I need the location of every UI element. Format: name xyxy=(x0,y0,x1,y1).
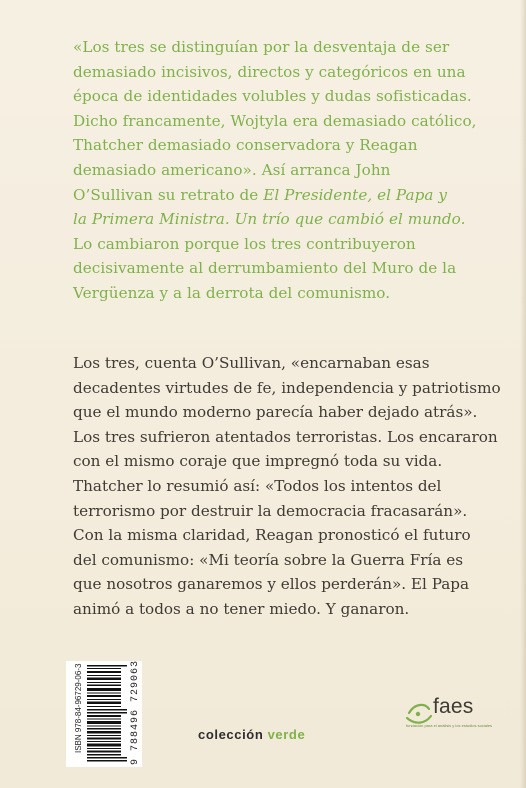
synopsis-line: del comunismo: «Mi teoría sobre la Guerra Fría es xyxy=(73,550,464,569)
quote-line: demasiado americano». Así arranca John xyxy=(73,160,391,179)
quote-line xyxy=(73,207,468,232)
synopsis-line: Los tres, cuenta O’Sullivan, «encarnaban esas xyxy=(73,354,430,372)
quote-line xyxy=(73,183,468,208)
isbn-barcode xyxy=(66,661,142,767)
synopsis-line: que nosotros ganaremos y ellos perderán». El Papa xyxy=(73,575,470,594)
quote-line: Thatcher demasiado conservadora y Reagan xyxy=(73,136,418,155)
synopsis-line: animó a todos a no tener miedo. Y ganaron. xyxy=(73,599,410,618)
quote-line-start: O’Sullivan su retrato de xyxy=(73,185,259,204)
quote-line: Lo cambiaron porque los tres contribuyeron xyxy=(73,234,416,253)
isbn-label: ISBN 978-84-96729-06-3 xyxy=(74,663,83,753)
synopsis-line: Con la misma claridad, Reagan pronosticó el futuro xyxy=(73,526,471,545)
quote-line: Vergüenza y a la derrota del comunismo. xyxy=(73,283,391,302)
quote-line: decisivamente al derrumbamiento del Muro de la xyxy=(73,259,457,278)
synopsis-line: con el mismo coraje que impregnó toda su vida. xyxy=(73,452,443,471)
synopsis-block xyxy=(73,351,501,622)
synopsis-line: Thatcher lo resumió así: «Todos los intentos del xyxy=(73,476,442,495)
quote-line: demasiado incisivos, directos y categóricos en una xyxy=(73,62,466,81)
publisher-logo: faes xyxy=(433,695,474,718)
synopsis-line: que el mundo moderno parecía haber dejado atrás». xyxy=(73,403,478,422)
quote-line: época de identidades volubles y dudas sofisticadas. xyxy=(73,87,472,106)
barcode-bars xyxy=(87,665,127,763)
barcode-digits: 9 788496 729063 xyxy=(130,659,141,765)
book-title-part: El Presidente, el Papa y xyxy=(263,185,448,204)
quote-line: «Los tres se distinguían por la desventaja de ser xyxy=(73,38,450,56)
synopsis-line: Los tres sufrieron atentados terroristas. Los encararon xyxy=(73,427,498,446)
collection-color-word: verde xyxy=(267,727,306,742)
quote-block xyxy=(73,35,477,306)
cover-edge-shadow xyxy=(520,0,526,788)
publisher-tagline: fundación para el análisis y los estudios sociales xyxy=(406,723,493,728)
collection-label xyxy=(198,727,305,742)
quote-line: Dicho francamente, Wojtyla era demasiado católico, xyxy=(73,111,477,130)
synopsis-line: decadentes virtudes de fe, independencia y patriotismo xyxy=(73,378,501,397)
collection-word: colección xyxy=(198,727,264,742)
book-title-part: la Primera Ministra. Un trío que cambió el mundo. xyxy=(73,210,466,229)
synopsis-line: terrorismo por destruir la democracia fracasarán». xyxy=(73,501,468,520)
